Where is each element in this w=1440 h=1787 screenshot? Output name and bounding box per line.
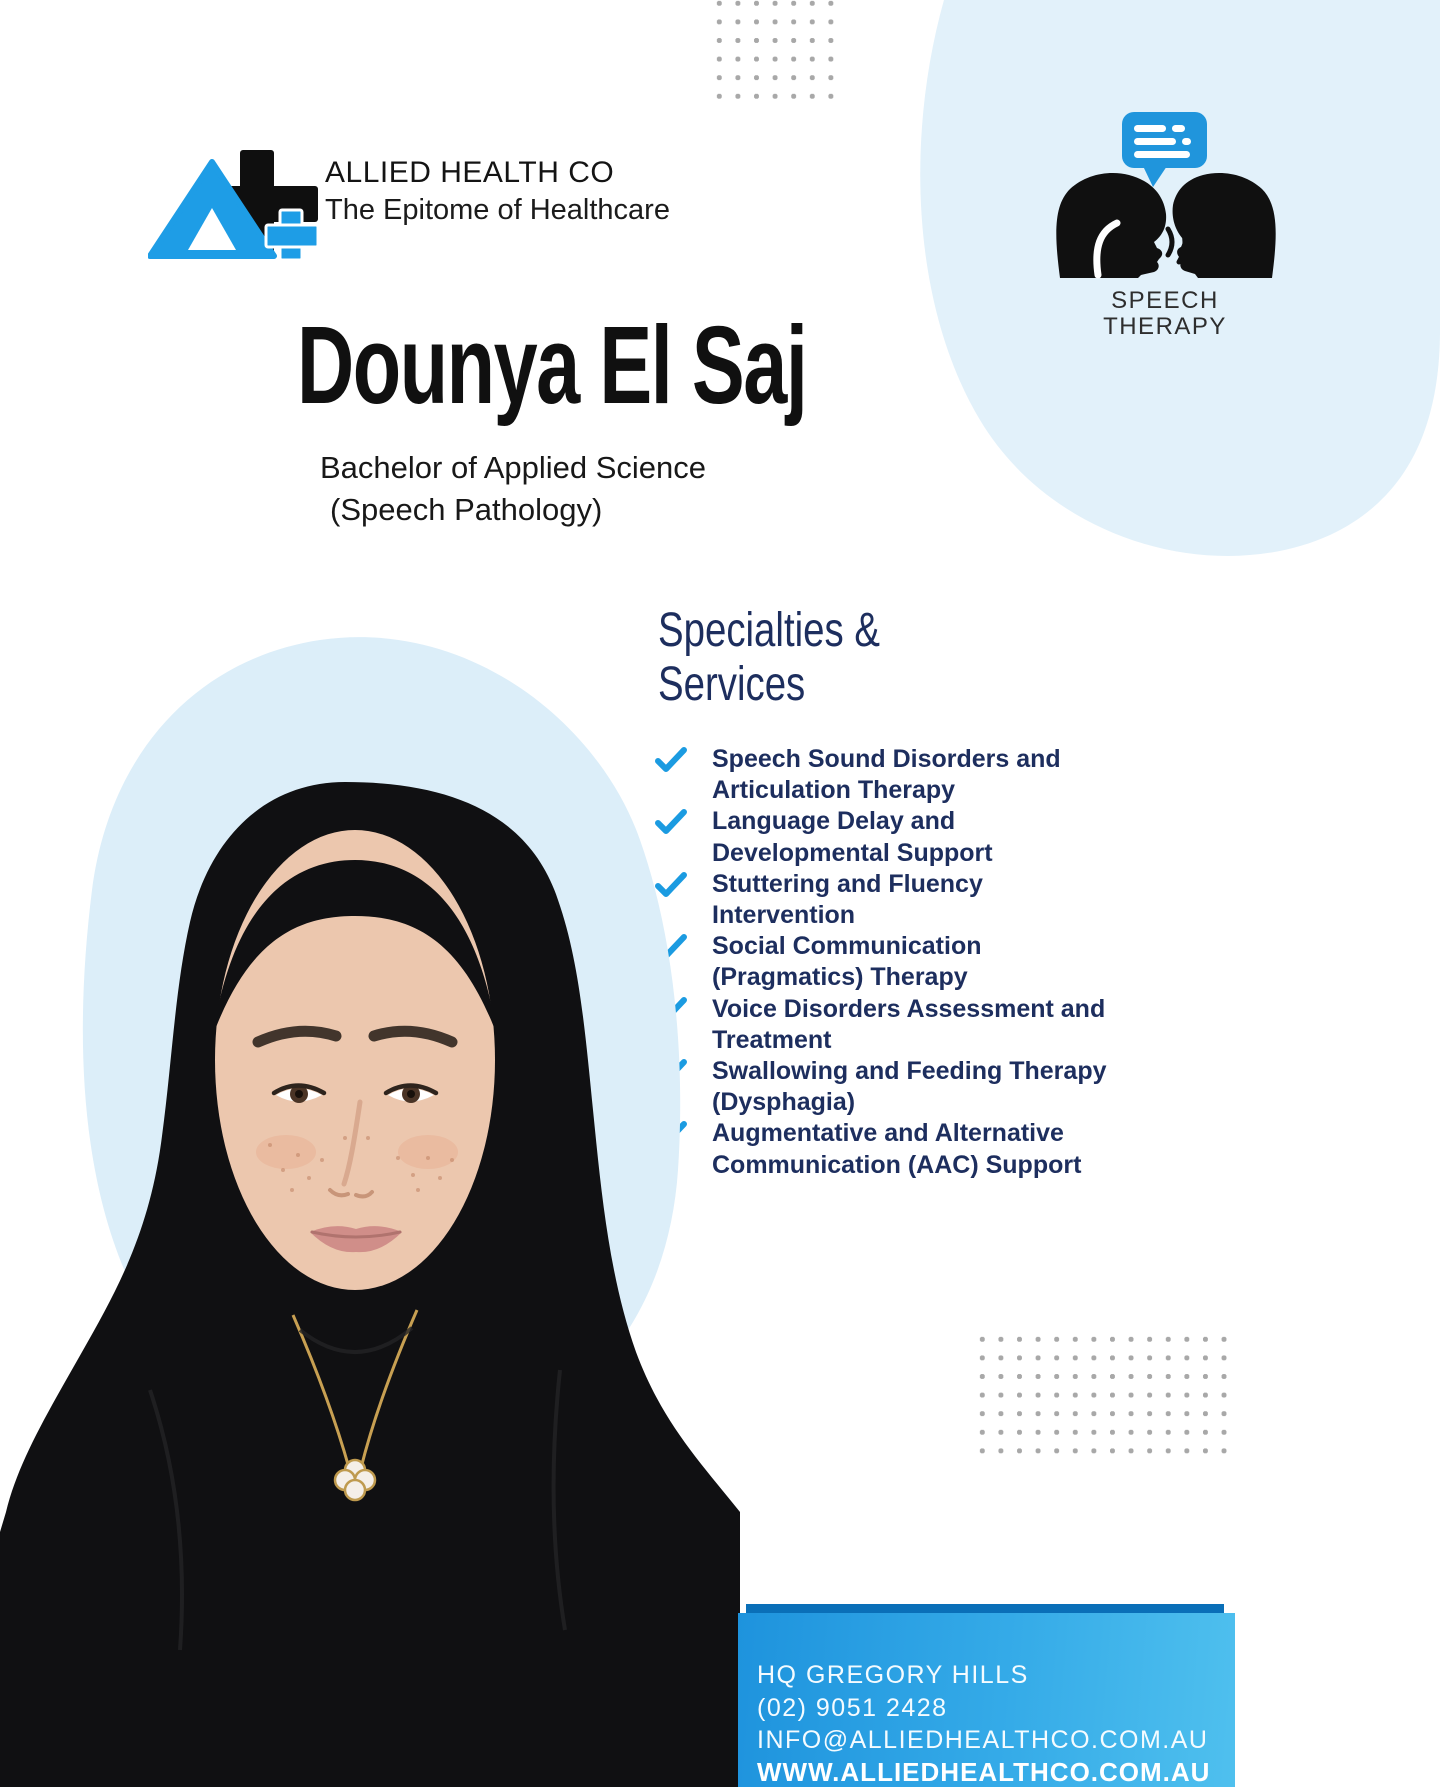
contact-box (738, 1613, 1235, 1787)
service-line: Developmental Support (712, 838, 993, 867)
service-line: Voice Disorders Assessment and (712, 994, 1106, 1023)
contact-phone: (02) 9051 2428 (757, 1694, 948, 1722)
service-line: Treatment (712, 1025, 832, 1054)
allied-health-logo-icon (148, 150, 320, 262)
services-heading-line1: Specialties & (658, 604, 880, 657)
dot-grid-top (710, 0, 841, 107)
service-line: Articulation Therapy (712, 776, 956, 805)
profile-name: Dounya El Saj (297, 304, 807, 427)
brand-name: ALLIED HEALTH CO (325, 156, 615, 189)
service-line: Speech Sound Disorders and (712, 745, 1061, 773)
service-line: Intervention (712, 901, 856, 930)
contact-email: INFO@ALLIEDHEALTHCO.COM.AU (757, 1726, 1209, 1754)
dot-grid-right (973, 1330, 1234, 1462)
service-line: (Pragmatics) Therapy (712, 963, 968, 992)
badge-label (1040, 288, 1290, 340)
degree-line1: Bachelor of Applied Science (320, 450, 707, 485)
portrait-woman-black-hijab (0, 630, 740, 1787)
service-line: Social Communication (712, 932, 982, 961)
contact-location: HQ GREGORY HILLS (757, 1661, 1029, 1689)
service-line: Swallowing and Feeding Therapy (712, 1057, 1107, 1086)
contact-website: WWW.ALLIEDHEALTHCO.COM.AU (757, 1757, 1211, 1787)
services-heading-line2: Services (658, 658, 806, 711)
brand-tagline: The Epitome of Healthcare (325, 194, 670, 226)
speech-therapy-icon (1040, 95, 1290, 287)
service-line: Stuttering and Fluency (712, 869, 983, 898)
service-line: (Dysphagia) (712, 1088, 856, 1117)
service-line: Language Delay and (712, 807, 956, 836)
badge-line2: THERAPY (1103, 313, 1227, 340)
badge-line1: SPEECH (1111, 287, 1219, 314)
speech-bubble-icon (1122, 112, 1207, 187)
service-line: Communication (AAC) Support (712, 1150, 1082, 1179)
talking-heads-icon (1056, 173, 1275, 278)
degree-line2: (Speech Pathology) (330, 492, 603, 527)
service-line: Augmentative and Alternative (712, 1119, 1064, 1148)
